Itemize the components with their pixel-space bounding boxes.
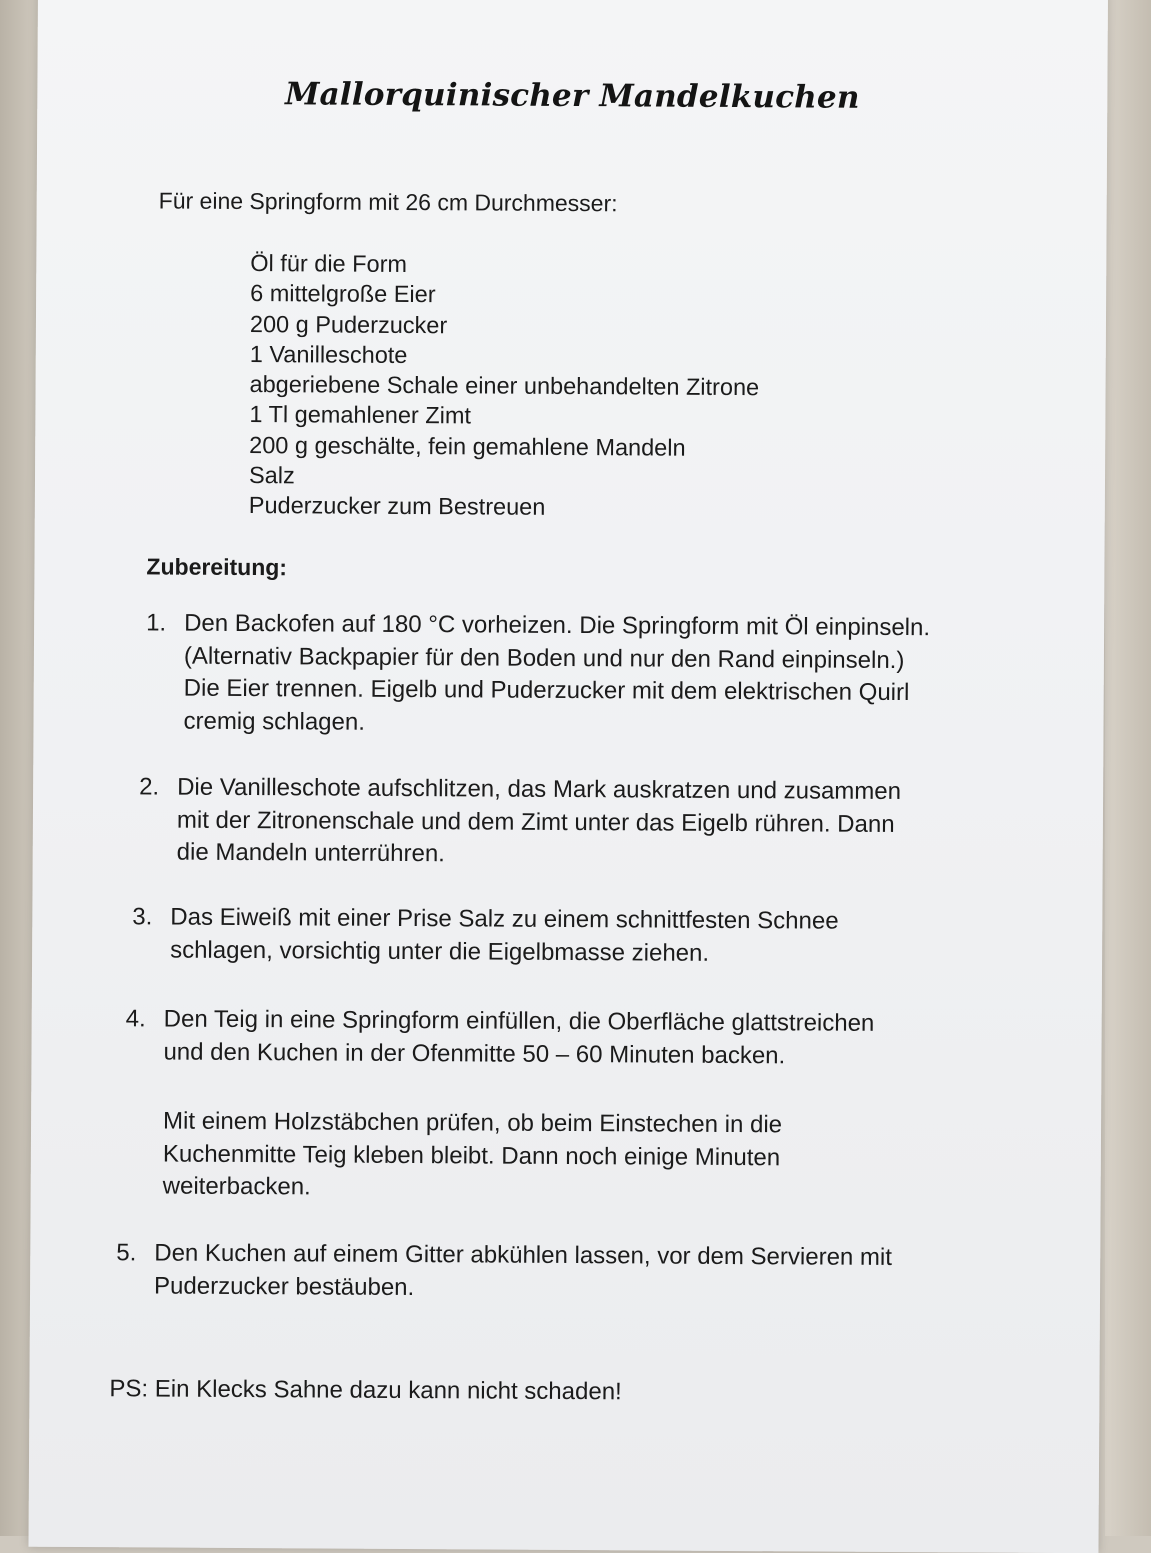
table-surface-right (1105, 0, 1151, 1536)
step-number: 3. (132, 903, 153, 931)
step-note-line: Mit einem Holzstäbchen prüfen, ob beim Einstechen in die (163, 1107, 783, 1139)
step-3 (132, 901, 1032, 967)
step-line: die Mandeln unterrühren. (176, 838, 445, 868)
step-line: mit der Zitronenschale und dem Zimt unter das Eigelb rühren. Dann (176, 806, 895, 838)
step-line: Den Kuchen auf einem Gitter abkühlen lassen, vor dem Servieren mit (154, 1239, 893, 1271)
step-text (170, 902, 1020, 972)
step-number: 5. (116, 1239, 137, 1267)
recipe-intro: Für eine Springform mit 26 cm Durchmesser: (158, 187, 618, 217)
step-text (154, 1237, 1004, 1307)
step-text (163, 1004, 1013, 1074)
ingredient-item: Puderzucker zum Bestreuen (248, 492, 546, 521)
step-line: Den Backofen auf 180 °C vorheizen. Die Springform mit Öl einpinseln. (184, 609, 931, 642)
ingredient-item: 1 Vanilleschote (249, 340, 408, 368)
preparation-heading: Zubereitung: (146, 553, 288, 581)
step-note (163, 1106, 1014, 1209)
step-line: Die Eier trennen. Eigelb und Puderzucker mit dem elektrischen Quirl (183, 674, 910, 707)
step-line: und den Kuchen in der Ofenmitte 50 – 60 Minuten backen. (163, 1038, 786, 1069)
ingredient-item: Salz (248, 462, 295, 489)
ingredient-item: 6 mittelgroße Eier (250, 280, 436, 308)
step-1 (146, 607, 1046, 736)
recipe-sheet (28, 0, 1108, 1553)
step-5 (116, 1237, 1016, 1301)
step-text (177, 772, 1028, 875)
ingredient-item: 200 g Puderzucker (249, 310, 448, 338)
step-number: 2. (139, 773, 160, 801)
step-number: 1. (146, 609, 167, 637)
step-line: schlagen, vorsichtig unter die Eigelbmasse ziehen. (170, 936, 710, 967)
step-number: 4. (125, 1005, 146, 1033)
step-line: cremig schlagen. (183, 707, 366, 736)
step-line: Puderzucker bestäuben. (153, 1271, 415, 1301)
step-2 (139, 771, 1039, 868)
ingredient-item: Öl für die Form (250, 250, 408, 277)
step-4 (125, 1003, 1026, 1201)
step-text (183, 608, 1034, 743)
step-line: Die Vanilleschote aufschlitzen, das Mark auskratzen und zusammen (177, 773, 902, 806)
step-line: Das Eiweiß mit einer Prise Salz zu einem schnittfesten Schnee (170, 903, 839, 935)
recipe-title: Mallorquinischer Mandelkuchen (284, 76, 860, 116)
ingredient-list (249, 248, 760, 524)
ingredient-item: 200 g geschälte, fein gemahlene Mandeln (249, 431, 686, 461)
ingredient-item: abgeriebene Schale einer unbehandelten Zitrone (249, 371, 760, 401)
step-line: (Alternativ Backpapier für den Boden und nur den Rand einpinseln.) (183, 642, 905, 674)
ingredient-item: 1 Tl gemahlener Zimt (249, 401, 472, 429)
postscript: PS: Ein Klecks Sahne dazu kann nicht schaden! (109, 1375, 622, 1406)
step-note-line: Kuchenmitte Teig kleben bleibt. Dann noch einige Minuten (162, 1140, 781, 1171)
step-note-line: weiterbacken. (162, 1172, 311, 1201)
step-line: Den Teig in eine Springform einfüllen, die Oberfläche glattstreichen (163, 1005, 875, 1037)
